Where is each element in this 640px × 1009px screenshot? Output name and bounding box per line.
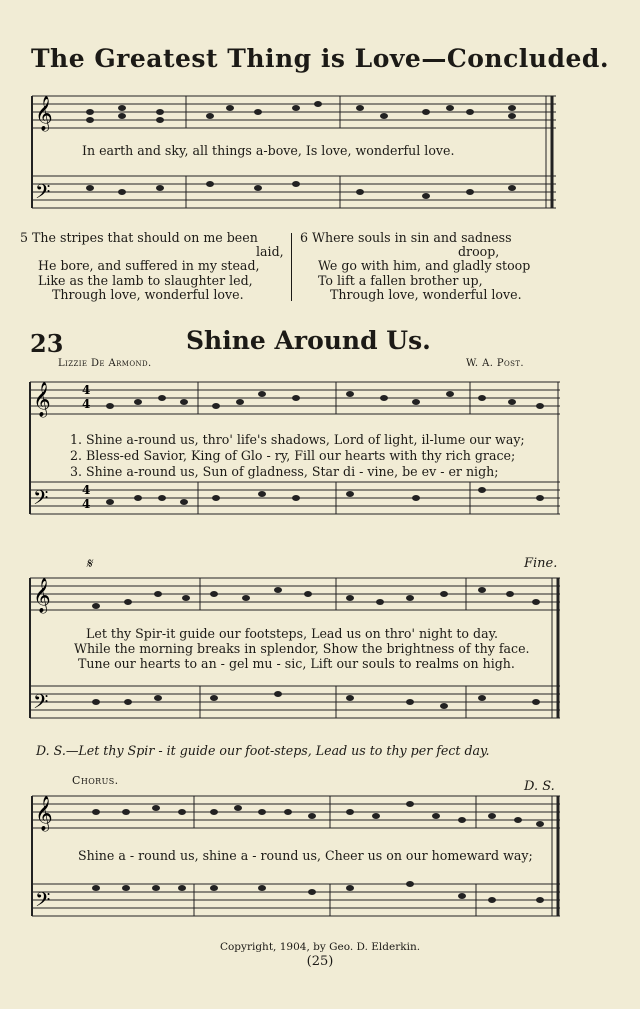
verse-line: He bore, and suffered in my stead, [38, 258, 260, 273]
verse-divider [291, 233, 292, 301]
svg-text:4: 4 [82, 397, 91, 411]
section-title: The Greatest Thing is Love—Concluded. [30, 44, 610, 73]
ds-line: D. S.—Let thy Spir - it guide our foot-steps, Lead us to thy per fect day. [36, 743, 490, 758]
time-signature: 4 [82, 383, 91, 397]
lyric-line: 1. Shine a-round us, thro' life's shadows, Lord of light, il-lume our way; [70, 432, 525, 447]
svg-text:𝄞: 𝄞 [33, 578, 51, 613]
verse-line: laid, [256, 244, 284, 259]
svg-text:𝄢: 𝄢 [33, 486, 49, 514]
lyric-line: 2. Bless-ed Savior, King of Glo - ry, Fill our hearts with thy rich grace; [70, 448, 516, 463]
hymn-title: Shine Around Us. [186, 326, 431, 355]
verse-line: We go with him, and gladly stoop [318, 258, 531, 273]
verse-line: To lift a fallen brother up, [318, 273, 483, 288]
chorus-label: Chorus. [72, 774, 119, 787]
hymn-number: 23 [30, 329, 64, 358]
svg-text:𝄢: 𝄢 [35, 180, 51, 208]
lyric-line: Shine a - round us, shine a - round us, Cheer us on our homeward way; [78, 848, 533, 863]
svg-text:𝄢: 𝄢 [35, 888, 51, 916]
svg-text:𝄞: 𝄞 [33, 382, 51, 417]
lyric-line: While the morning breaks in splendor, Show the brightness of thy face. [74, 641, 530, 656]
fine-mark: Fine. [524, 556, 558, 571]
svg-text:𝄞: 𝄞 [35, 96, 53, 131]
ds-mark: D. S. [524, 779, 555, 794]
lyric-line: Let thy Spir-it guide our footsteps, Lead us on thro' night to day. [86, 626, 499, 641]
svg-text:𝄢: 𝄢 [33, 690, 49, 718]
svg-text:4: 4 [82, 483, 91, 497]
lyric-line: Tune our hearts to an - gel mu - sic, Lift our souls to realms on high. [78, 656, 515, 671]
verse-line: Through love, wonderful love. [330, 287, 522, 302]
author-credit: Lizzie De Armond. [58, 358, 152, 369]
segno-mark: 𝄋 [86, 556, 93, 572]
lyric-line: 3. Shine a-round us, Sun of gladness, Star di - vine, be ev - er nigh; [70, 464, 499, 479]
svg-text:𝄞: 𝄞 [35, 796, 53, 831]
verse-line: Like as the lamb to slaughter led, [38, 273, 253, 288]
verse-line: 5 The stripes that should on me been [20, 230, 258, 245]
verse-line: droop, [458, 244, 500, 259]
svg-text:4: 4 [82, 497, 91, 511]
lyric-line: In earth and sky, all things a-bove, Is love, wonderful love. [82, 143, 455, 158]
verse-line: Through love, wonderful love. [52, 287, 244, 302]
verse-line: 6 Where souls in sin and sadness [300, 230, 512, 245]
copyright: Copyright, 1904, by Geo. D. Elderkin. [219, 941, 421, 953]
composer-credit: W. A. Post. [466, 358, 524, 369]
page-number: (25) [306, 954, 334, 969]
